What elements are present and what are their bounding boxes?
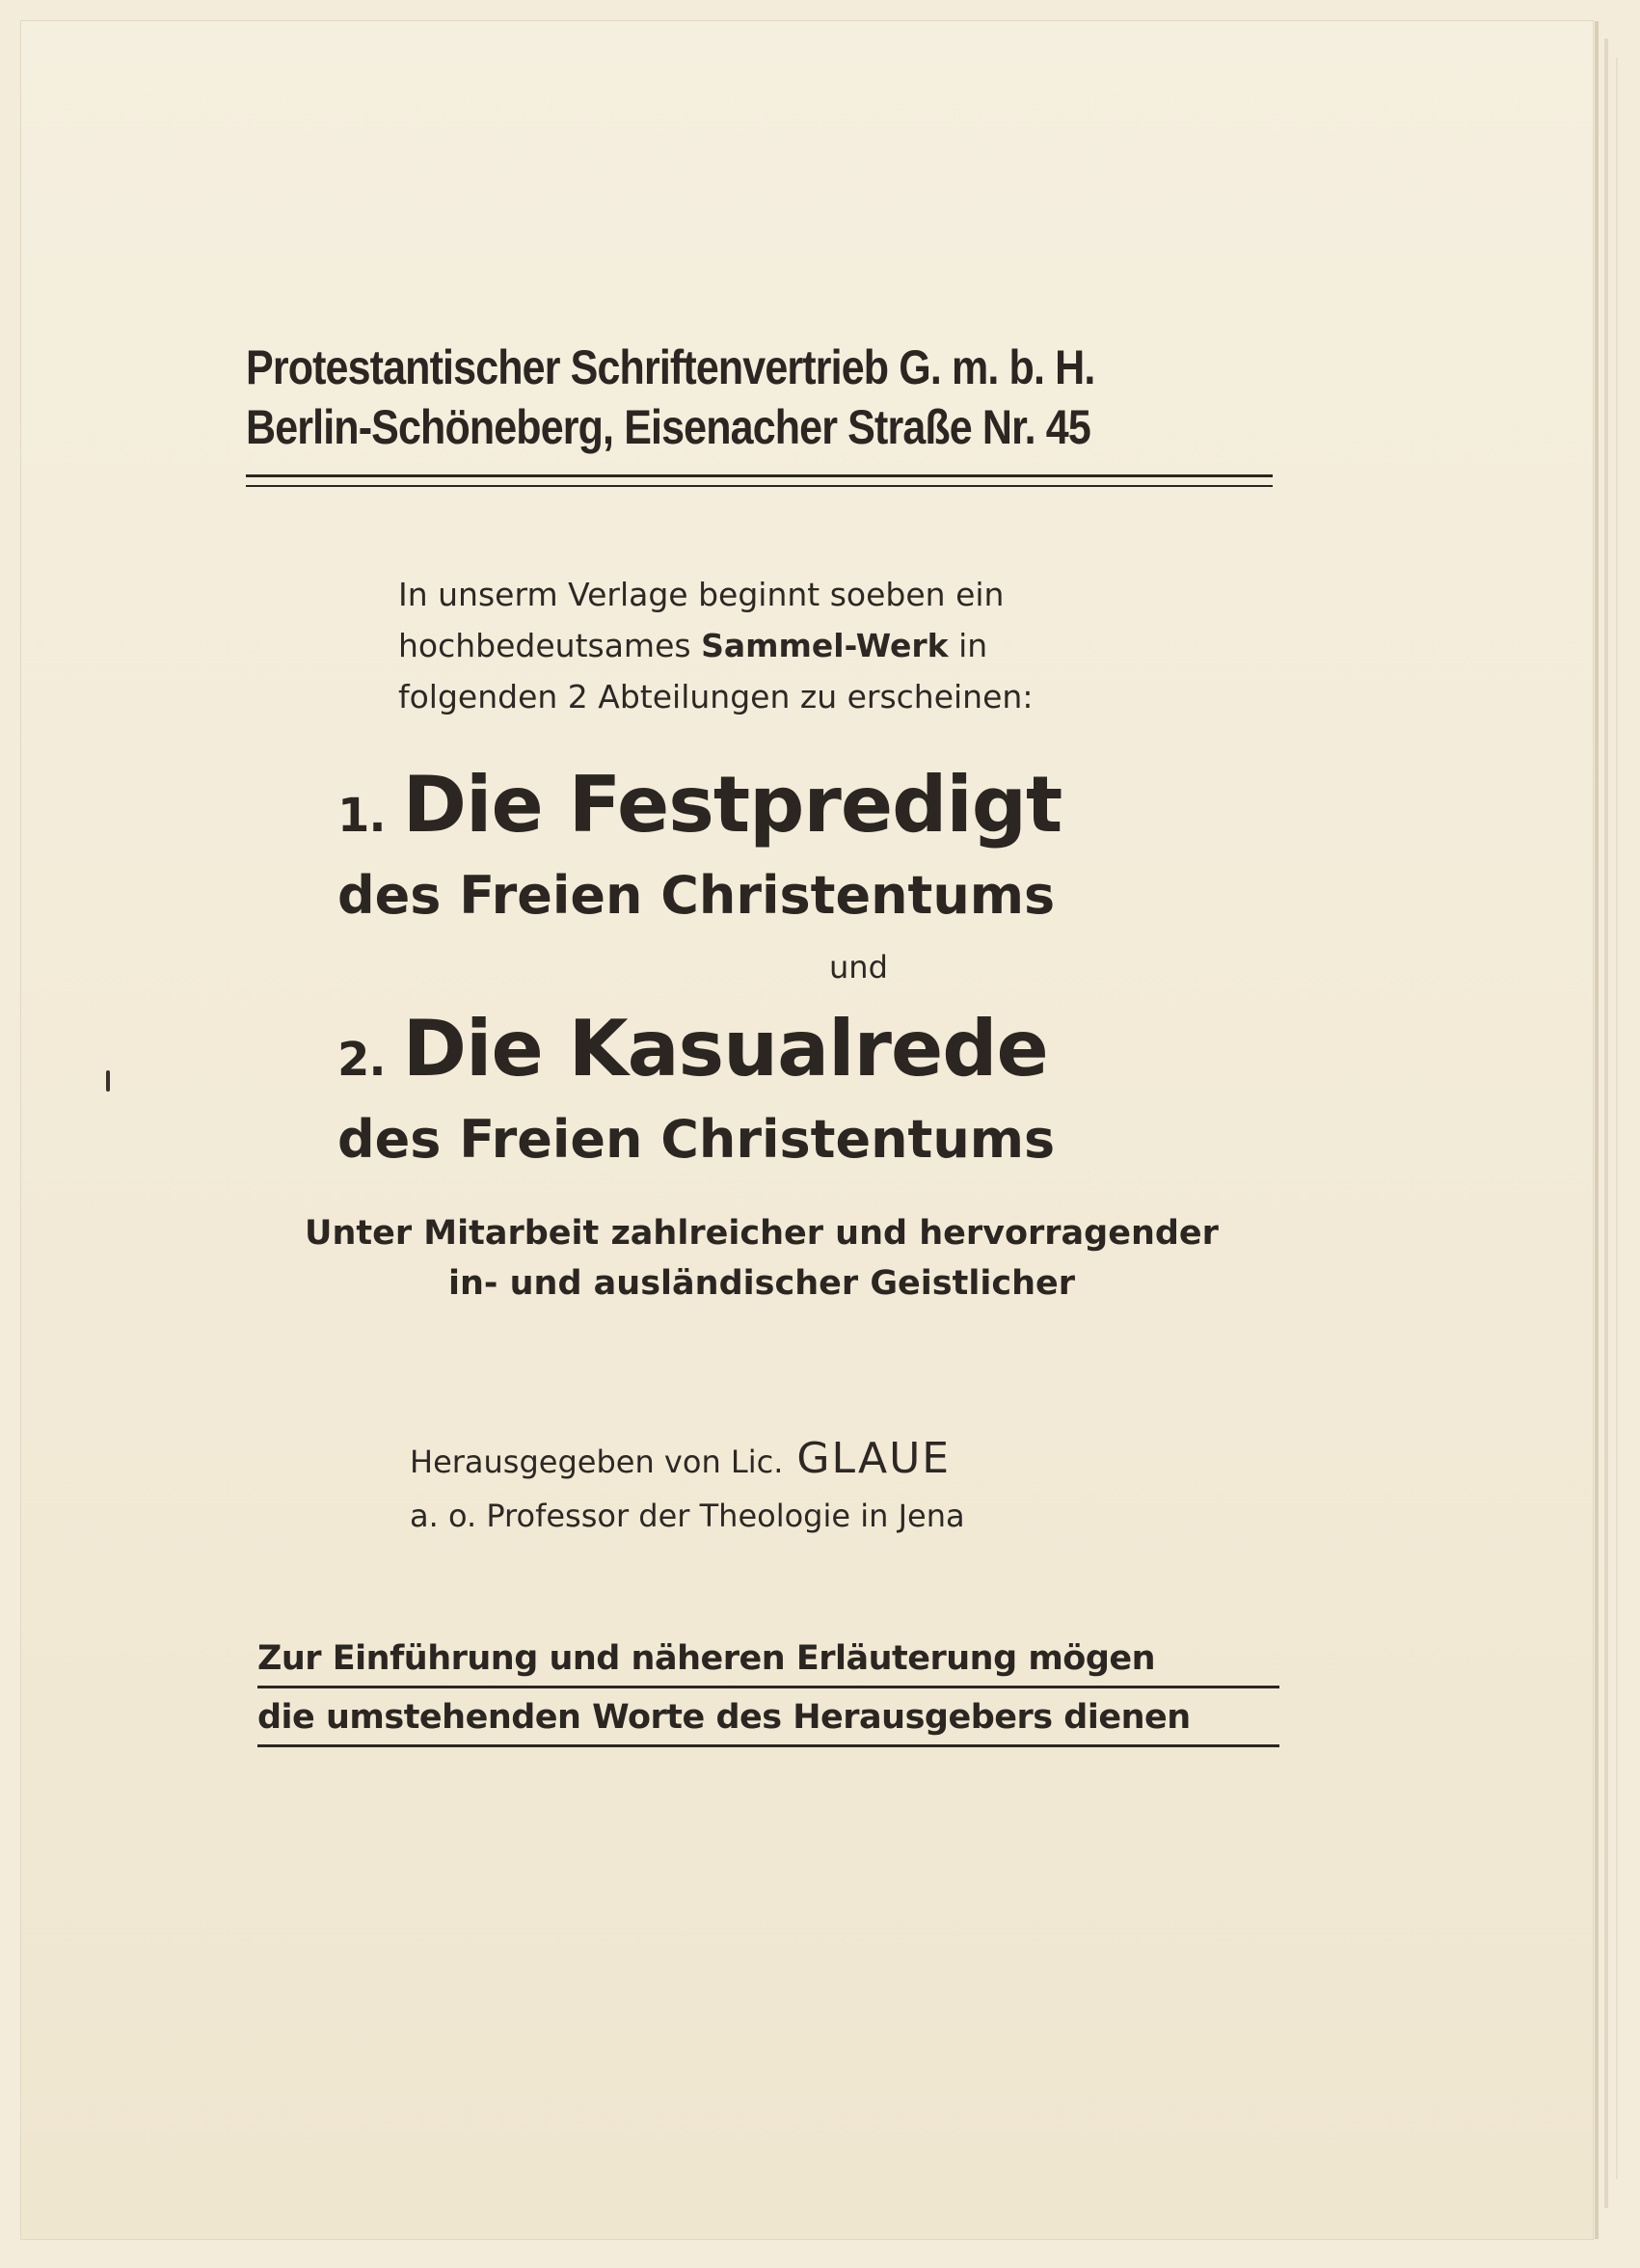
closing-line: Zur Einführung und näheren Erläuterung mögen [257,1635,1279,1688]
editor-line [410,1432,1273,1489]
work-title-text: Die Festpredigt [402,760,1062,850]
editor-credit [410,1432,1273,1543]
intro-line [398,620,1273,671]
paper-edge [1604,39,1608,2208]
closing-line: die umstehenden Worte des Herausgebers dienen [257,1694,1279,1747]
work-number: 2. [337,1033,386,1087]
intro-text: hochbedeutsames [398,627,691,664]
collaboration-note [246,1208,1277,1309]
work-number: 1. [337,789,386,843]
publisher-address: Berlin-Schöneberg, Eisenacher Straße Nr. 45 [246,400,1090,454]
intro-paragraph [398,569,1273,722]
editor-name: GLAUE [796,1434,952,1483]
work-subtitle: des Freien Christentums [337,1109,1056,1170]
collection-label: Sammel-Werk [701,627,949,664]
work-title [337,761,1273,860]
work-item [337,761,1273,928]
publisher-name: Protestantischer Schriftenvertrieb G. m. b. H. [246,340,1095,394]
collaboration-line: in- und ausländischer Geistlicher [447,1264,1075,1303]
work-subtitle: des Freien Christentums [337,865,1056,926]
flyer-content [246,338,1273,1753]
paper-edge [1595,21,1599,2239]
double-rule-divider [246,474,1273,487]
publisher-header [246,338,1129,457]
paper-edge [1616,58,1618,2179]
connector-text: und [829,949,888,986]
intro-text: in [958,627,988,664]
intro-line: In unserm Verlage beginnt soeben ein [398,576,1005,613]
editor-title: a. o. Professor der Theologie in Jena [410,1498,965,1534]
closing-note [257,1635,1279,1747]
editor-prefix: Herausgegeben von Lic. [410,1444,784,1480]
works-list [337,761,1273,1172]
work-title [337,1005,1273,1104]
intro-line: folgenden 2 Abteilungen zu erscheinen: [398,678,1034,716]
work-title-text: Die Kasualrede [402,1004,1048,1094]
collaboration-line: Unter Mitarbeit zahlreicher und hervorragender [305,1214,1219,1253]
ink-speck [106,1070,110,1092]
work-item [337,1005,1273,1172]
